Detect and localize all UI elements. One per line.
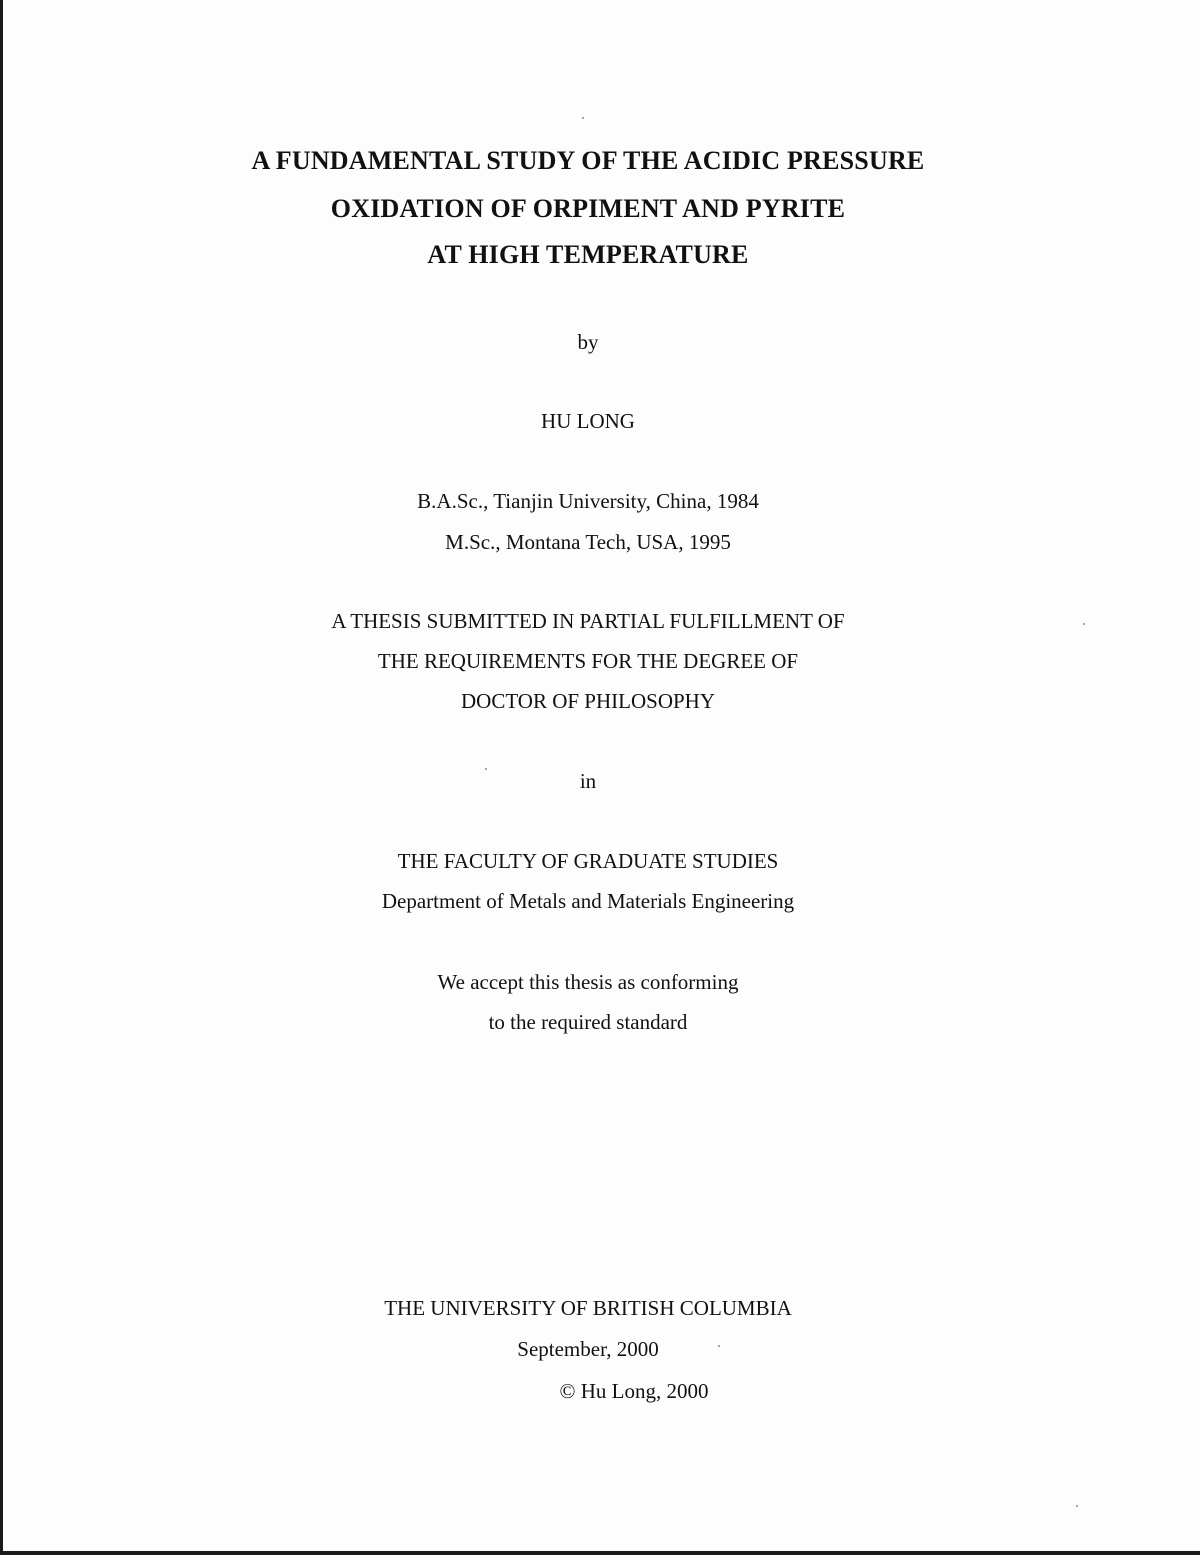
submission-date: September, 2000 (517, 1337, 659, 1361)
thesis-title-line-2: OXIDATION OF ORPIMENT AND PYRITE (330, 194, 846, 223)
university-name: THE UNIVERSITY OF BRITISH COLUMBIA (384, 1296, 792, 1320)
thesis-title-line-1: A FUNDAMENTAL STUDY OF THE ACIDIC PRESSURE (251, 146, 925, 175)
degree-master: M.Sc., Montana Tech, USA, 1995 (445, 530, 731, 554)
author-name: HU LONG (541, 409, 635, 433)
in-label: in (579, 769, 597, 793)
scan-speck (582, 117, 584, 119)
scan-edge-bottom (0, 1551, 1200, 1555)
submission-line-3: DOCTOR OF PHILOSOPHY (461, 689, 715, 713)
scan-speck (1076, 1505, 1078, 1507)
department-name: Department of Metals and Materials Engineering (381, 889, 795, 913)
submission-line-2: THE REQUIREMENTS FOR THE DEGREE OF (377, 649, 799, 673)
faculty-name: THE FACULTY OF GRADUATE STUDIES (397, 849, 779, 873)
acceptance-line-2: to the required standard (488, 1010, 688, 1034)
by-label: by (577, 330, 599, 354)
submission-line-1: A THESIS SUBMITTED IN PARTIAL FULFILLMENT OF (331, 609, 845, 633)
acceptance-line-1: We accept this thesis as conforming (437, 970, 739, 994)
thesis-title-line-3: AT HIGH TEMPERATURE (427, 240, 749, 269)
copyright-notice: © Hu Long, 2000 (559, 1379, 709, 1403)
degree-bachelor: B.A.Sc., Tianjin University, China, 1984 (417, 489, 759, 513)
